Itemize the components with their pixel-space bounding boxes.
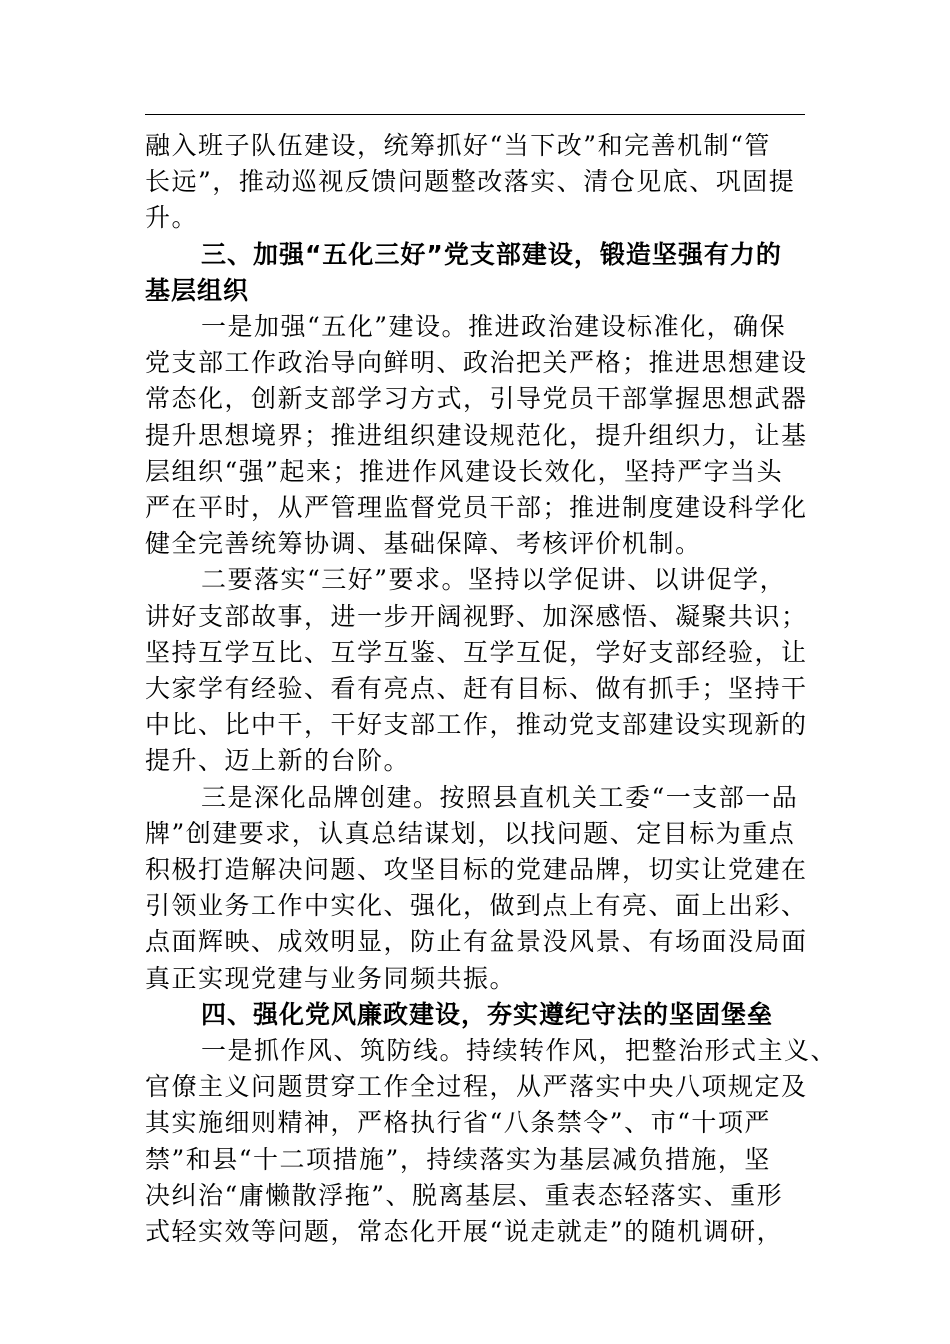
paragraph-line: 提升思想境界；推进组织建设规范化，提升组织力，让基 [145, 420, 808, 450]
paragraph-line: 讲好支部故事，进一步开阔视野、加深感悟、凝聚共识； [145, 601, 808, 631]
paragraph-line: 决纠治“庸懒散浮拖”、脱离基层、重表态轻落实、重形 [145, 1180, 784, 1210]
paragraph-line: 大家学有经验、看有亮点、赶有目标、做有抓手；坚持干 [145, 674, 808, 704]
paragraph-line: 牌”创建要求，认真总结谋划，以找问题、定目标为重点 [145, 818, 796, 848]
paragraph-line: 长远”，推动巡视反馈问题整改落实、清仓见底、巩固提 [145, 167, 796, 197]
paragraph-line: 其实施细则精神，严格执行省“八条禁令”、市“十项严 [145, 1108, 771, 1138]
paragraph-line: 二要落实“三好”要求。坚持以学促讲、以讲促学， [201, 565, 787, 595]
paragraph-line: 层组织“强”起来；推进作风建设长效化，坚持严字当头 [145, 456, 784, 486]
paragraph-line: 中比、比中干，干好支部工作，推动党支部建设实现新的 [145, 710, 808, 740]
paragraph-line: 一是加强“五化”建设。推进政治建设标准化，确保 [201, 312, 787, 342]
paragraph-line: 积极打造解决问题、攻坚目标的党建品牌，切实让党建在 [145, 855, 808, 885]
paragraph-line: 党支部工作政治导向鲜明、政治把关严格；推进思想建设 [145, 348, 808, 378]
paragraph-line: 官僚主义问题贯穿工作全过程，从严落实中央八项规定及 [145, 1072, 808, 1102]
paragraph-line: 融入班子队伍建设，统筹抓好“当下改”和完善机制“管 [145, 131, 771, 160]
section-heading-line: 三、加强“五化三好”党支部建设，锻造坚强有力的 [201, 239, 782, 269]
paragraph-line: 三是深化品牌创建。按照县直机关工委“一支部一品 [201, 782, 799, 812]
paragraph-line: 健全完善统筹协调、基础保障、考核评价机制。 [145, 529, 702, 559]
document-body [145, 128, 838, 1250]
header-rule [145, 114, 805, 115]
paragraph-line: 提升、迈上新的台阶。 [145, 746, 411, 776]
section-heading-line: 四、强化党风廉政建设，夯实遵纪守法的坚固堡垒 [201, 999, 774, 1029]
paragraph-line: 点面辉映、成效明显，防止有盆景没风景、有场面没局面 [145, 927, 808, 957]
paragraph-line: 常态化，创新支部学习方式，引导党员干部掌握思想武器 [145, 384, 808, 414]
paragraph-line: 一是抓作风、筑防线。持续转作风，把整治形式主义、 [201, 1036, 838, 1066]
section-heading-line: 基层组织 [145, 275, 250, 305]
paragraph-line: 真正实现党建与业务同频共振。 [145, 963, 517, 993]
paragraph-line: 式轻实效等问题，常态化开展“说走就走”的随机调研， [145, 1217, 784, 1247]
paragraph-line: 升。 [145, 203, 199, 233]
paragraph-line: 严在平时，从严管理监督党员干部；推进制度建设科学化 [145, 493, 808, 523]
paragraph-line: 坚持互学互比、互学互鉴、互学互促，学好支部经验，让 [145, 637, 808, 667]
paragraph-line: 引领业务工作中实化、强化，做到点上有亮、面上出彩、 [145, 891, 808, 921]
paragraph-line: 禁”和县“十二项措施”，持续落实为基层减负措施，坚 [145, 1144, 771, 1174]
